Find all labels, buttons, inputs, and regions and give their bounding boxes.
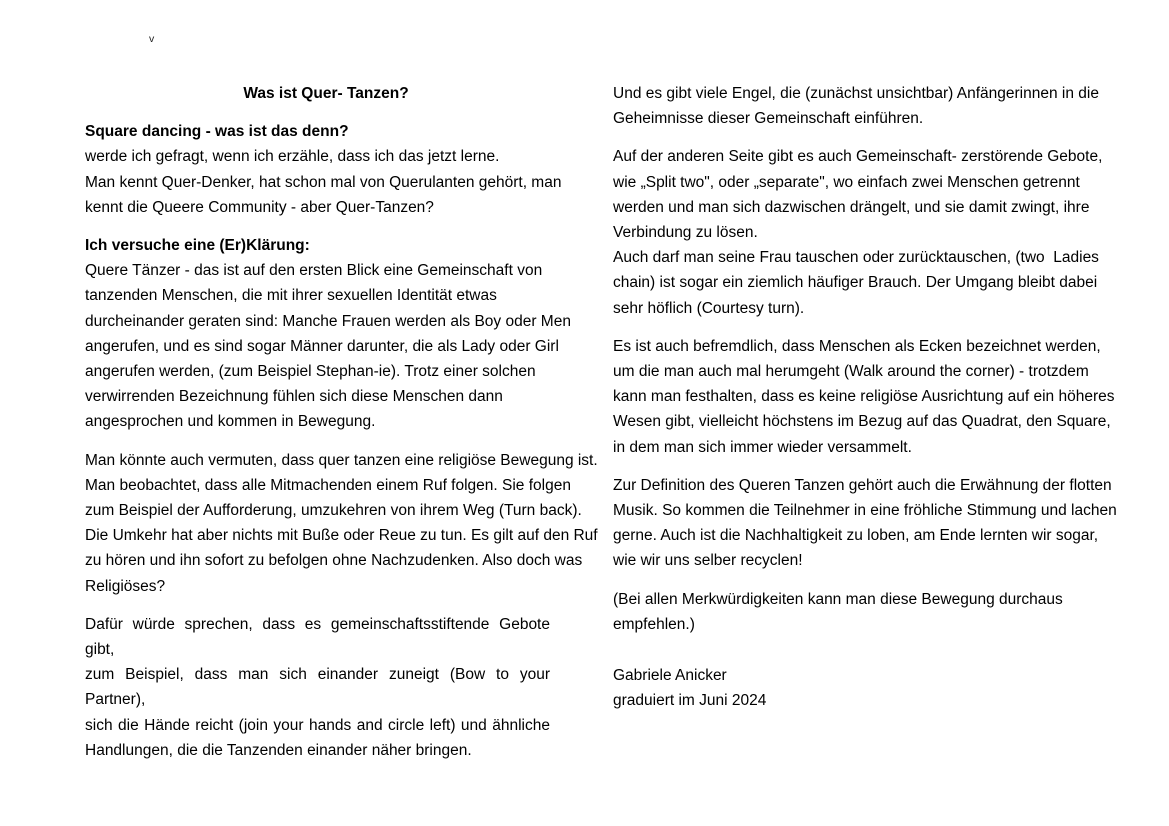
text-line: Man kennt Quer-Denker, hat schon mal von Querulanten gehört, man: [85, 173, 562, 191]
text-line: angesprochen und kommen in Bewegung.: [85, 413, 376, 431]
paragraph-intro: [85, 119, 567, 220]
left-column: [85, 81, 598, 763]
text-line: Handlungen, die die Tanzenden einander näher bringen.: [85, 741, 472, 759]
text-line: Verbindung zu lösen.: [613, 224, 758, 242]
text-line: zum Beispiel der Aufforderung, umzukehren von ihrem Weg (Turn back).: [85, 502, 582, 520]
text-line: graduiert im Juni 2024: [613, 692, 767, 710]
text-line: Und es gibt viele Engel, die (zunächst unsichtbar) Anfängerinnen in die: [613, 85, 1099, 102]
text-line: verwirrenden Bezeichnung fühlen sich diese Menschen dann: [85, 388, 503, 406]
paragraph-engel: [613, 81, 1099, 131]
paragraph-gebote: [85, 612, 567, 763]
stray-mark: v: [149, 33, 155, 45]
document-title: [85, 81, 567, 106]
text-line: Zur Definition des Queren Tanzen gehört auch die Erwähnung der flotten: [613, 476, 1112, 494]
paragraph-zerstoerende-gebote: [613, 144, 1103, 320]
text-line: kann man festhalten, dass es keine religiöse Ausrichtung auf ein höheres: [613, 388, 1115, 406]
text-line: Religiöses?: [85, 577, 166, 595]
text-line: gerne. Auch ist die Nachhaltigkeit zu loben, am Ende lernten wir sogar,: [613, 527, 1099, 545]
text-line: um die man auch mal herumgeht (Walk around the corner) - trotzdem: [613, 363, 1089, 381]
text-line: werde ich gefragt, wenn ich erzähle, dass ich das jetzt lerne.: [85, 148, 500, 166]
text-line: tanzenden Menschen, die mit ihrer sexuellen Identität etwas: [85, 287, 497, 305]
text-line: Es ist auch befremdlich, dass Menschen als Ecken bezeichnet werden,: [613, 337, 1101, 355]
text-line: empfehlen.): [613, 615, 695, 633]
paragraph-erklaerung: [85, 233, 571, 435]
paragraph-musik: [613, 473, 1117, 574]
text-line: wie „Split two", oder „separate", wo einfach zwei Menschen getrennt: [613, 173, 1080, 191]
text-line: Wesen gibt, vielleicht höchstens im Bezug auf das Quadrat, den Square,: [613, 413, 1111, 431]
right-column: [613, 81, 1117, 713]
text-line: Geheimnisse dieser Gemeinschaft einführen.: [613, 110, 924, 128]
text-line: durcheinander geraten sind: Manche Frauen werden als Boy oder Men: [85, 312, 571, 330]
text-line: werden und man sich dazwischen drängelt, und sie damit zwingt, ihre: [613, 198, 1090, 216]
text-line: (Bei allen Merkwürdigkeiten kann man diese Bewegung durchaus: [613, 590, 1063, 608]
text-line: zu hören und ihn sofort zu befolgen ohne Nachzudenken. Also doch was: [85, 552, 583, 570]
text-line: kennt die Queere Community - aber Quer-Tanzen?: [85, 198, 434, 216]
text-line: sehr höflich (Courtesy turn).: [613, 299, 805, 317]
text-line: Man beobachtet, dass alle Mitmachenden einem Ruf folgen. Sie folgen: [85, 476, 571, 494]
text-line: Musik. So kommen die Teilnehmer in eine fröhliche Stimmung und lachen: [613, 502, 1117, 520]
text-line: angerufen werden, (zum Beispiel Stephan-ie). Trotz einer solchen: [85, 363, 536, 381]
text-line: Gabriele Anicker: [613, 667, 727, 685]
text-line: in dem man sich immer wieder versammelt.: [613, 438, 912, 456]
heading-line: Square dancing - was ist das denn?: [85, 123, 349, 141]
text-line: Auch darf man seine Frau tauschen oder zurücktauschen, (two Ladies: [613, 249, 1099, 267]
paragraph-empfehlung: [613, 587, 1091, 637]
text-line: wie wir uns selber recyclen!: [613, 552, 803, 570]
text-line: sich die Hände reicht (join your hands and circle left) und ähnliche: [85, 716, 550, 734]
paragraph-religioese-bewegung: [85, 448, 598, 599]
text-line: zum Beispiel, dass man sich einander zuneigt (Bow to your Partner),: [85, 666, 550, 709]
text-line: Quere Tänzer - das ist auf den ersten Blick eine Gemeinschaft von: [85, 262, 543, 280]
text-line: Auf der anderen Seite gibt es auch Gemeinschaft- zerstörende Gebote,: [613, 148, 1103, 166]
paragraph-ecken: [613, 334, 1115, 460]
text-line: Man könnte auch vermuten, dass quer tanzen eine religiöse Bewegung ist.: [85, 451, 598, 469]
heading-line: Ich versuche eine (Er)Klärung:: [85, 237, 310, 255]
text-line: chain) ist sogar ein ziemlich häufiger Brauch. Der Umgang bleibt dabei: [613, 274, 1098, 292]
text-line: Die Umkehr hat aber nichts mit Buße oder Reue zu tun. Es gilt auf den Ruf: [85, 527, 598, 545]
signature: [613, 663, 1091, 713]
heading-line: Was ist Quer- Tanzen?: [243, 85, 409, 102]
text-line: angerufen, und es sind sogar Männer darunter, die als Lady oder Girl: [85, 337, 559, 355]
text-line: Dafür würde sprechen, dass es gemeinschaftsstiftende Gebote gibt,: [85, 615, 550, 659]
